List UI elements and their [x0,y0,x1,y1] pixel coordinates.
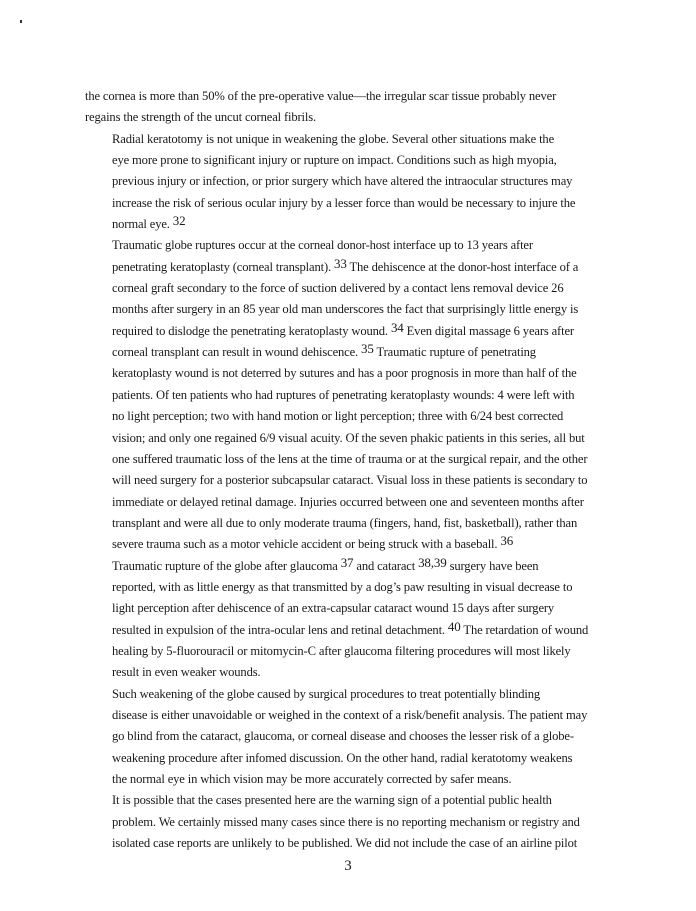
text-run: light perception after dehiscence of an extra-capsular cataract wound 15 days after surgery [112,601,555,616]
text-line [85,171,615,192]
text-run: will need surgery for a posterior subcapsular cataract. Visual loss in these patients is secondary to [112,473,588,488]
text-line [85,598,615,619]
text-run: isolated case reports are unlikely to be published. We did not include the case of an airline pilot [112,836,578,851]
text-line [85,748,615,769]
paragraph [85,684,615,791]
text-line [85,193,615,214]
text-run: immediate or delayed retinal damage. Injuries occurred between one and seventeen months after [112,494,584,509]
text-line [85,790,615,811]
citation-superscript: 38,39 [418,554,447,570]
text-run: no light perception; two with hand motion or light perception; three with 6/24 best corrected [112,409,564,424]
text-run: transplant and were all due to only moderate trauma (fingers, hand, fist, basketball), rather than [112,515,578,530]
text-line [85,385,615,406]
paragraph [85,235,615,555]
text-run: problem. We certainly missed many cases since there is no reporting mechanism or registry and [112,814,580,829]
citation-superscript: 34 [390,319,404,335]
paragraph [85,129,615,236]
text-line [85,470,615,491]
text-run: result in even weaker wounds. [112,665,261,680]
text-run: go blind from the cataract, glaucoma, or corneal disease and chooses the lesser risk of a globe- [112,729,574,744]
text-line [85,662,615,683]
text-line [85,556,615,577]
citation-superscript: 35 [361,341,374,357]
scan-speck [20,20,22,23]
body-text [85,86,615,854]
text-run: Traumatic rupture of the globe after glaucoma [112,558,341,573]
citation-superscript: 33 [334,255,347,271]
text-line [85,257,615,278]
text-line [85,363,615,384]
text-line [85,641,615,662]
citation-superscript: 36 [500,533,514,549]
text-run: The dehiscence at the donor-host interface of a [346,259,579,274]
text-run: disease is either unavoidable or weighed in the context of a risk/benefit analysis. The patient may [112,707,588,722]
text-line [85,726,615,747]
paragraph [85,556,615,684]
text-line [85,534,615,555]
page-number: 3 [344,858,352,874]
text-run: surgery have been [446,558,539,573]
text-run: resulted in expulsion of the intra-ocular lens and retinal detachment. [112,622,448,637]
text-run: The retardation of wound [460,622,589,637]
text-line [85,278,615,299]
text-run: corneal transplant can result in wound dehiscence. [112,345,362,360]
text-run: Traumatic rupture of penetrating [373,345,536,360]
text-line [85,705,615,726]
text-line [85,769,615,790]
text-line [85,321,615,342]
paragraph [85,86,615,129]
text-line [85,684,615,705]
text-run: and cataract [353,558,419,573]
text-line [85,342,615,363]
text-run: the cornea is more than 50% of the pre-operative value—the irregular scar tissue probably never [85,89,557,103]
text-run: normal eye. [112,217,173,232]
text-line [85,428,615,449]
text-run: weakening procedure after infomed discussion. On the other hand, radial keratotomy weakens [112,750,573,765]
text-line [85,833,615,854]
text-line [85,86,615,107]
citation-superscript: 32 [172,213,186,229]
text-run: Radial keratotomy is not unique in weakening the globe. Several other situations make the [112,131,555,146]
text-run: previous injury or infection, or prior surgery which have altered the intraocular structures may [112,174,573,189]
text-line [85,129,615,150]
text-run: increase the risk of serious ocular injury by a lesser force than would be necessary to injure the [112,195,576,210]
text-line [85,577,615,598]
text-run: reported, with as little energy as that transmitted by a dog’s paw resulting in visual decrease to [112,579,573,594]
text-run: corneal graft secondary to the force of suction delivered by a contact lens removal device 26 [112,281,564,296]
text-line [85,214,615,235]
paragraph [85,790,615,854]
text-line [85,449,615,470]
text-line [85,513,615,534]
text-run: required to dislodge the penetrating keratoplasty wound. [112,323,391,338]
text-run: regains the strength of the uncut corneal fibrils. [85,110,317,125]
text-run: keratoplasty wound is not deterred by sutures and has a poor prognosis in more than half of the [112,366,577,381]
text-line [85,150,615,171]
text-line [85,299,615,320]
text-run: the normal eye in which vision may be more accurately corrected by safer means. [112,772,512,786]
citation-superscript: 40 [447,618,461,634]
text-run: months after surgery in an 85 year old man underscores the fact that surprisingly little energy is [112,302,579,317]
text-run: penetrating keratoplasty (corneal transplant). [112,259,334,274]
text-run: healing by 5-fluorouracil or mitomycin-C after glaucoma filtering procedures will most likely [112,643,571,658]
text-line [85,812,615,833]
text-line [85,107,615,128]
text-line [85,406,615,427]
text-run: eye more prone to significant injury or rupture on impact. Conditions such as high myopia, [112,153,557,168]
text-run: Even digital massage 6 years after [403,323,574,338]
text-run: one suffered traumatic loss of the lens at the time of trauma or at the surgical repair, and the other [112,451,588,466]
text-run: vision; and only one regained 6/9 visual acuity. Of the seven phakic patients in this series, all but [112,430,585,445]
text-run: It is possible that the cases presented here are the warning sign of a potential public health [112,793,552,808]
text-run: severe trauma such as a motor vehicle accident or being struck with a baseball. [112,537,501,552]
text-run: Such weakening of the globe caused by surgical procedures to treat potentially blinding [112,686,541,701]
text-run: Traumatic globe ruptures occur at the corneal donor-host interface up to 13 years after [112,238,533,253]
text-run: patients. Of ten patients who had ruptures of penetrating keratoplasty wounds: 4 were left with [112,387,575,402]
text-line [85,492,615,513]
text-line [85,620,615,641]
text-line [85,235,615,256]
citation-superscript: 37 [340,554,354,570]
